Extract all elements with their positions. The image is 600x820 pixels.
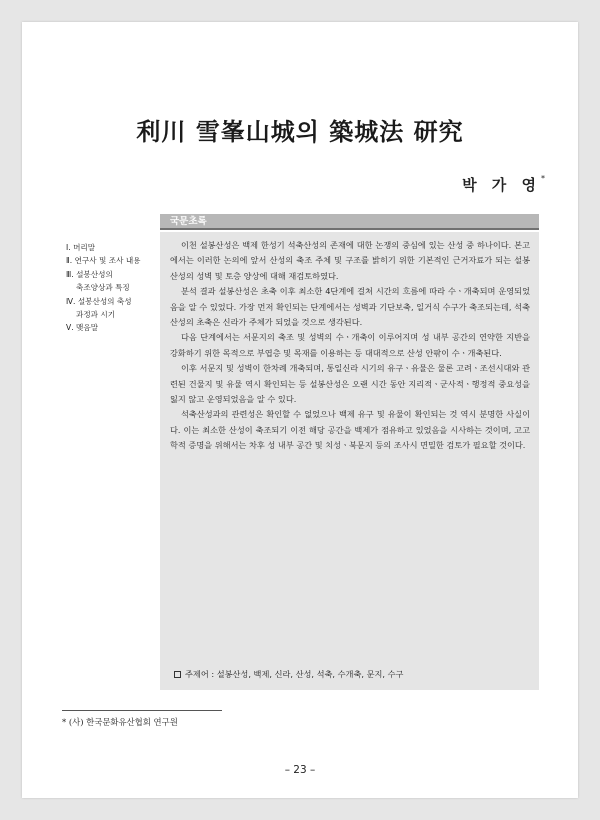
toc-label: 축조양상과 특징 [76,283,130,293]
abstract-paragraph: 이천 설봉산성은 백제 한성기 석축산성의 존재에 대한 논쟁의 중심에 있는 산성 중 하나이다. 본고에서는 이러한 논의에 앞서 산성의 축조 주체 및 구조를 밝히기 위한 기본적인 근거자료가 되는 설봉산성의 성벽 및 토층 양상에 대해 재검토하였다. [170,240,530,281]
table-of-contents [66,241,160,335]
toc-item-2 [66,254,160,267]
footnote-divider [62,710,222,711]
author-footnote-mark: * [541,174,545,183]
square-bullet-icon [174,671,181,678]
toc-number: Ⅱ. [66,256,73,266]
author-name: 박 가 영 [462,176,541,194]
toc-label: 맺음말 [76,323,99,333]
abstract-paragraph: 이후 서문지 및 성벽이 한차례 개축되며, 통일신라 시기의 유구ㆍ유물은 물론 고려ㆍ조선시대와 관련된 건물지 및 유물 역시 확인되는 등 설봉산성은 오랜 시간 동안 지리적ㆍ군사적ㆍ행정적 중요성을 잃지 않고 운영되었음을 알 수 있다. [170,363,530,405]
toc-item-1 [66,241,160,254]
page-number: – 23 – [284,764,316,776]
toc-item-5 [66,321,160,334]
abstract-heading: 국문초록 [160,214,539,230]
toc-label: 과정과 시기 [76,310,116,320]
abstract-body [170,238,530,454]
toc-label: 설봉산성의 축성 [77,296,132,306]
toc-number: Ⅰ. [66,243,71,252]
abstract-paragraph: 다음 단계에서는 서문지의 축조 및 성벽의 수ㆍ개축이 이루어지며 성 내부 공간의 연약한 지반을 강화하기 위한 목적으로 부엽층 및 목재를 이용하는 등 대대적으로 산성 안팎이 수ㆍ개축된다. [170,332,530,358]
toc-item-4 [66,295,160,308]
keywords-line [174,669,529,680]
paper-title: 利川 雪峯山城의 築城法 研究 [136,117,464,146]
abstract-box [160,232,539,690]
toc-item-4-cont [66,308,160,321]
toc-label: 머리말 [73,243,96,252]
abstract-paragraph: 석축산성과의 관련성은 확인할 수 없었으나 백제 유구 및 유물이 확인되는 것 역시 분명한 사실이다. 이는 최소한 산성이 축조되기 이전 해당 공간을 백제가 점유하고 있었음을 시사하는 것이며, 고고학적 증명을 위해서는 차후 성 내부 공간 및 치성ㆍ북문지 등의 조사시 면밀한 검토가 필요할 것이다. [170,409,530,451]
toc-number: Ⅳ. [66,296,76,306]
abstract-paragraph: 분석 결과 설봉산성은 초축 이후 최소한 4단계에 걸쳐 시간의 흐름에 따라 수ㆍ개축되며 운영되었음을 알 수 있었다. 가장 먼저 확인되는 단계에서는 성벽과 기단보축, 일거식 수구가 축조되는데, 석축산성의 초축은 신라가 주체가 되었을 것으로 생각된다. [170,286,530,328]
keywords-label: 주제어 : [185,669,215,679]
author-affiliation-footnote: * (사) 한국문화유산협회 연구원 [62,717,178,727]
author-line [440,174,545,195]
toc-label: 연구사 및 조사 내용 [74,256,141,266]
toc-number: Ⅲ. [66,269,74,279]
keywords-list: 설봉산성, 백제, 신라, 산성, 석축, 수개축, 문지, 수구 [216,669,404,679]
toc-item-3-cont [66,281,160,294]
toc-item-3 [66,268,160,281]
toc-number: Ⅴ. [66,323,74,333]
toc-label: 설봉산성의 [76,269,113,279]
